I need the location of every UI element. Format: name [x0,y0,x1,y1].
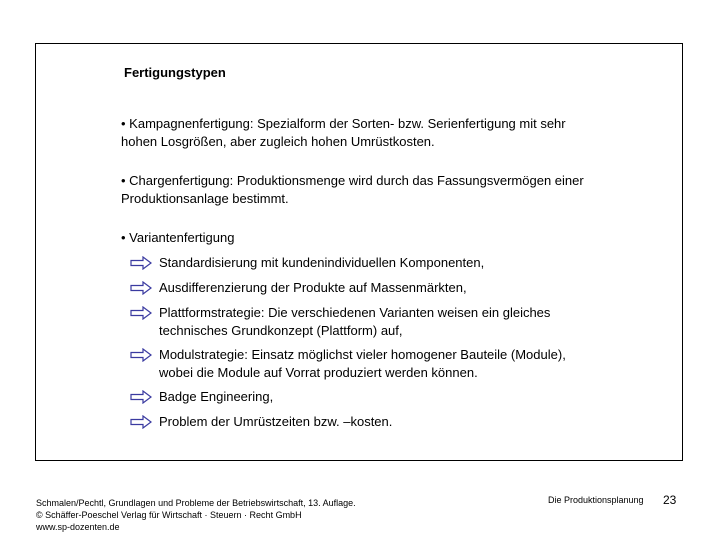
sub-item-line: Plattformstrategie: Die verschiedenen Varianten weisen ein gleiches [159,305,551,320]
bullet-kampagnenfertigung [121,115,641,151]
bullet-variantenfertigung [121,229,641,247]
arrow-right-icon [130,256,152,270]
section-label: Die Produktionsplanung [548,495,644,505]
arrow-right-icon [130,348,152,362]
slide-title: Fertigungstypen [124,65,226,80]
website-line: www.sp-dozenten.de [36,522,120,532]
copyright-line: © Schäffer-Poeschel Verlag für Wirtschaft · Steuern · Recht GmbH [36,510,302,520]
bullet-line: • Variantenfertigung [121,230,235,245]
bullet-line: • Chargenfertigung: Produktionsmenge wird durch das Fassungsvermögen einer [121,173,584,188]
sub-item-line: Standardisierung mit kundenindividuellen Komponenten, [159,255,485,270]
sub-item-line: Problem der Umrüstzeiten bzw. –kosten. [159,414,393,429]
citation-line: Schmalen/Pechtl, Grundlagen und Probleme der Betriebswirtschaft, 13. Auflage. [36,498,356,508]
footer-citation [36,497,356,533]
bullet-line: Produktionsanlage bestimmt. [121,191,289,206]
bullet-chargenfertigung [121,172,641,208]
page-number: 23 [663,493,677,507]
arrow-right-icon [130,281,152,295]
arrow-right-icon [130,390,152,404]
sub-item-line: Badge Engineering, [159,389,274,404]
arrow-right-icon [130,415,152,429]
bullet-line: hohen Losgrößen, aber zugleich hohen Umrüstkosten. [121,134,435,149]
sub-item-line: Modulstrategie: Einsatz möglichst vieler homogener Bauteile (Module), [159,347,566,362]
sub-item-line: Ausdifferenzierung der Produkte auf Massenmärkten, [159,280,467,295]
bullet-line: • Kampagnenfertigung: Spezialform der Sorten- bzw. Serienfertigung mit sehr [121,116,566,131]
sub-item-line: technisches Grundkonzept (Plattform) auf, [159,323,403,338]
sub-item-line: wobei die Module auf Vorrat produziert werden können. [159,365,478,380]
arrow-right-icon [130,306,152,320]
